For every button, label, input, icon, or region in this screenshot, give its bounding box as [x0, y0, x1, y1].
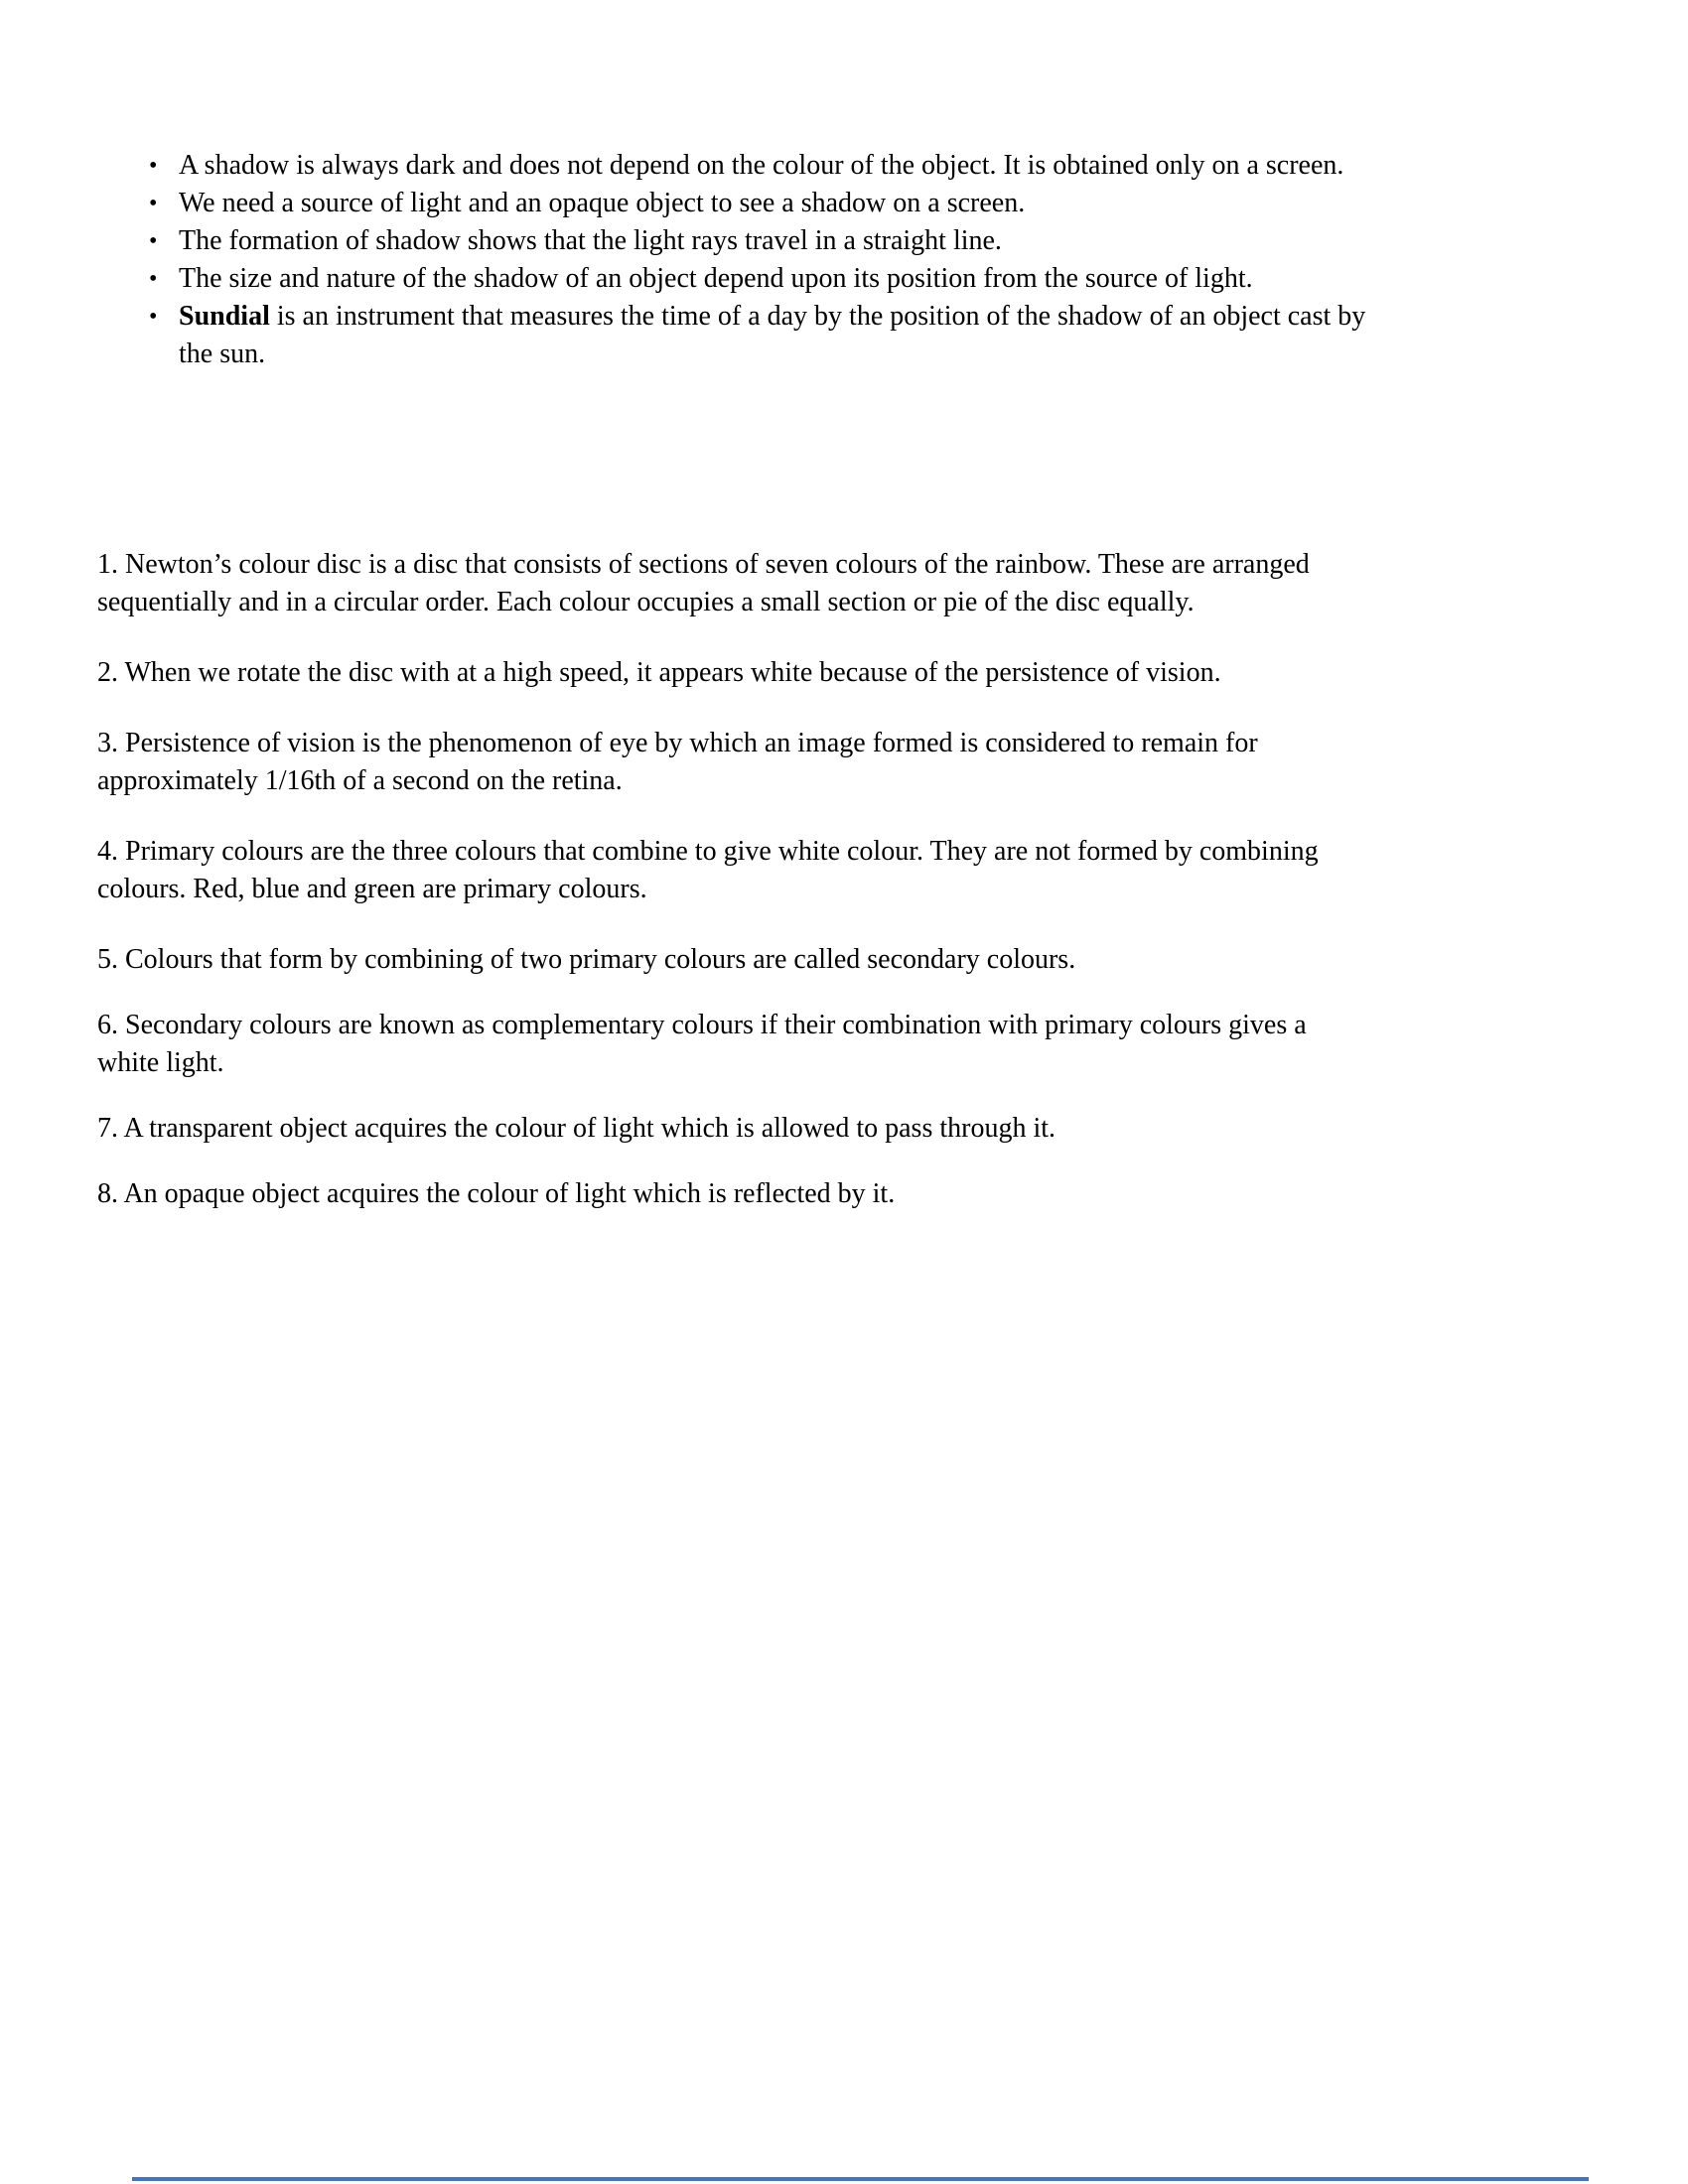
- bullet-icon: •: [149, 228, 158, 254]
- list-item: [149, 147, 1589, 185]
- list-item-text: We need a source of light and an opaque object to see a shadow on a screen.: [179, 188, 1026, 218]
- note-line: 8. An opaque object acquires the colour of light which is reflected by it.: [97, 1178, 896, 1209]
- sundial-term: Sundial: [179, 301, 270, 332]
- list-item-line: [179, 298, 1589, 336]
- note-line: 5. Colours that form by combining of two primary colours are called secondary colours.: [97, 944, 1076, 975]
- list-item-sundial: [149, 298, 1589, 373]
- list-item-text: A shadow is always dark and does not depend on the colour of the object. It is obtained only on a screen.: [179, 150, 1344, 181]
- list-item-text: [179, 298, 1589, 373]
- note-line: 3. Persistence of vision is the phenomenon of eye by which an image formed is considered to remain for: [97, 728, 1258, 758]
- note-line: 6. Secondary colours are known as complementary colours if their combination with primary colours gives a: [97, 1010, 1307, 1040]
- note-line: colours. Red, blue and green are primary colours.: [97, 874, 647, 904]
- shadow-summary-list: [0, 0, 1688, 373]
- note-line: 7. A transparent object acquires the colour of light which is allowed to pass through it.: [97, 1113, 1056, 1144]
- note-line: 4. Primary colours are the three colours that combine to give white colour. They are not formed by combining: [97, 836, 1319, 867]
- bullet-icon: •: [149, 153, 158, 179]
- colour-notes-section: [0, 546, 1688, 1213]
- note-line: 2. When we rotate the disc with at a high speed, it appears white because of the persistence of vision.: [97, 657, 1221, 688]
- list-item-text: The formation of shadow shows that the light rays travel in a straight line.: [179, 225, 1002, 256]
- sundial-definition: is an instrument that measures the time of a day by the position of the shadow of an object cast by: [269, 301, 1366, 332]
- bullet-icon: •: [149, 304, 158, 330]
- list-item-line: the sun.: [179, 339, 266, 369]
- bullet-icon: •: [149, 266, 158, 292]
- note-line: white light.: [97, 1047, 224, 1078]
- list-item: [149, 185, 1589, 222]
- list-item-text: The size and nature of the shadow of an object depend upon its position from the source of light.: [179, 263, 1253, 294]
- note-line: sequentially and in a circular order. Each colour occupies a small section or pie of the disc equally.: [97, 587, 1195, 617]
- note-line: approximately 1/16th of a second on the retina.: [97, 765, 623, 796]
- list-item: [149, 260, 1589, 298]
- bottom-blue-rule: [132, 2177, 1589, 2181]
- bullet-icon: •: [149, 191, 158, 216]
- note-line: 1. Newton’s colour disc is a disc that consists of sections of seven colours of the rainbow. These are arranged: [97, 549, 1310, 580]
- list-item: [149, 222, 1589, 260]
